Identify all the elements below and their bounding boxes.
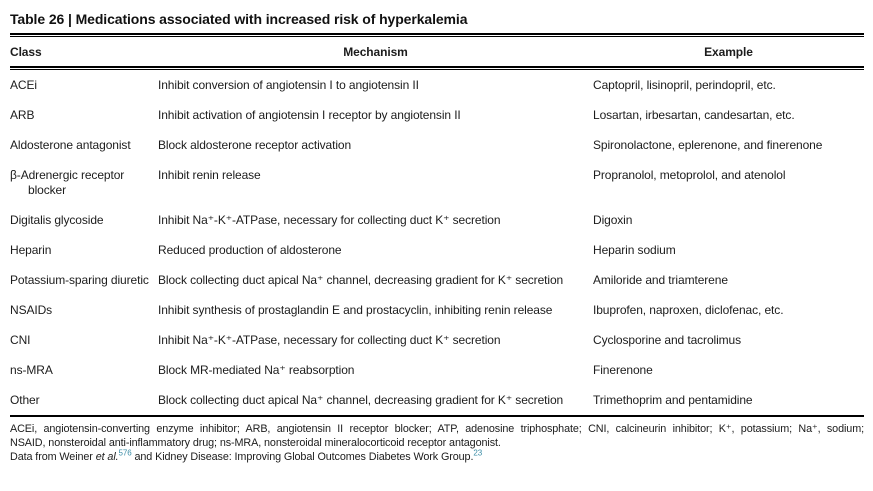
row-8-example: Cyclosporine and tacrolimus [593,332,742,347]
row-0-mechanism: Inhibit conversion of angiotensin I to angiotensin II [158,77,419,92]
row-6-example: Amiloride and triamterene [593,272,728,287]
row-8-class: CNI [10,332,31,347]
footnotes [10,417,864,464]
row-5-class: Heparin [10,242,52,257]
row-5-example: Heparin sodium [593,242,676,257]
row-2-mechanism: Block aldosterone receptor activation [158,137,352,152]
footnote-abbreviations-line2: NSAID, nonsteroidal anti-inflammatory drug; ns-MRA, nonsteroidal mineralocorticoid receptor antagonist. [10,437,501,449]
row-9-mechanism: Block MR-mediated Na⁺ reabsorption [158,362,355,377]
row-3-example: Propranolol, metoprolol, and atenolol [593,167,786,182]
row-10-example: Trimethoprim and pentamidine [593,392,753,407]
column-header-mechanism: Mechanism [343,45,408,59]
row-9-class: ns-MRA [10,362,53,377]
reference-link-576[interactable]: 576 [118,448,132,458]
row-5-mechanism: Reduced production of aldosterone [158,242,342,257]
row-3-mechanism: Inhibit renin release [158,167,261,182]
row-4-class: Digitalis glycoside [10,212,104,227]
row-8-mechanism: Inhibit Na⁺-K⁺-ATPase, necessary for collecting duct K⁺ secretion [158,332,501,347]
row-1-example: Losartan, irbesartan, candesartan, etc. [593,107,795,122]
row-7-class: NSAIDs [10,302,53,317]
row-6-mechanism: Block collecting duct apical Na⁺ channel, decreasing gradient for K⁺ secretion [158,272,564,287]
row-0-example: Captopril, lisinopril, perindopril, etc. [593,77,776,92]
medications-table [10,37,864,66]
row-4-example: Digoxin [593,212,633,227]
medications-table-body [10,70,864,415]
italic-text: et al. [95,451,119,463]
footnote-text: and Kidney Disease: Improving Global Outcomes Diabetes Work Group. [131,451,474,463]
row-7-mechanism: Inhibit synthesis of prostaglandin E and prostacyclin, inhibiting renin release [158,302,553,317]
row-1-mechanism: Inhibit activation of angiotensin I receptor by angiotensin II [158,107,461,122]
row-9-example: Finerenone [593,362,653,377]
row-6-class: Potassium-sparing diuretic [10,272,149,287]
row-4-mechanism: Inhibit Na⁺-K⁺-ATPase, necessary for collecting duct K⁺ secretion [158,212,501,227]
table-title: Table 26 | Medications associated with increased risk of hyperkalemia [10,11,468,27]
footnote-text: Data from Weiner [10,451,96,463]
row-7-example: Ibuprofen, naproxen, diclofenac, etc. [593,302,784,317]
row-2-class: Aldosterone antagonist [10,137,131,152]
row-3-class: β-Adrenergic receptor blocker [10,167,125,197]
row-10-mechanism: Block collecting duct apical Na⁺ channel, decreasing gradient for K⁺ secretion [158,392,564,407]
reference-link-23[interactable]: 23 [473,448,483,458]
column-header-class: Class [10,45,42,59]
footnote-source [10,450,864,464]
row-10-class: Other [10,392,40,407]
row-1-class: ARB [10,107,35,122]
row-0-class: ACEi [10,77,37,92]
column-header-example: Example [704,45,753,59]
row-2-example: Spironolactone, eplerenone, and finerenone [593,137,823,152]
footnote-abbreviations-line1: ACEi, angiotensin-converting enzyme inhibitor; ARB, angiotensin II receptor blocker; ATP, adenosine triphosphate; CNI, calcineurin inhibitor; K⁺, potassium; Na⁺, sodium; [10,423,864,435]
